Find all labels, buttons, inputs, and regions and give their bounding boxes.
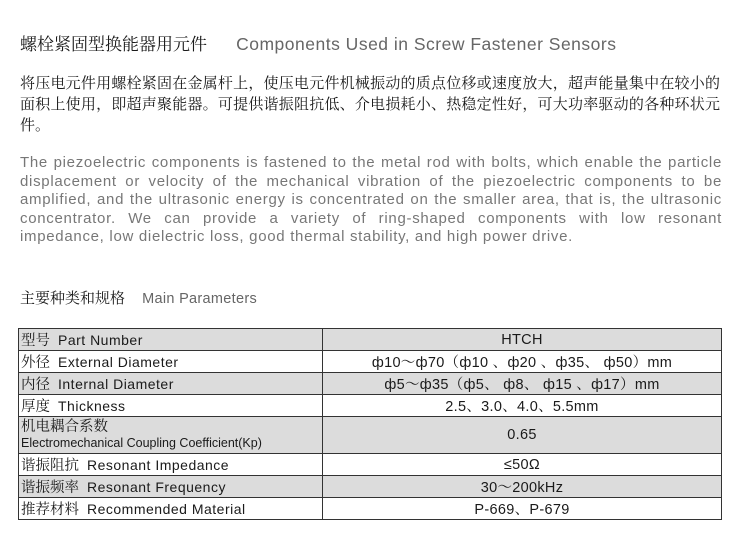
- page-title: [20, 30, 616, 55]
- row-value: 30～200kHz: [323, 476, 722, 498]
- title-english: Components Used in Screw Fastener Sensors: [236, 34, 617, 54]
- row-label: [19, 498, 323, 520]
- row-value: ф5～ф35（ф5、 ф8、 ф15 、ф17）mm: [323, 373, 722, 395]
- section-heading: [20, 287, 257, 308]
- label-chinese: 厚度: [21, 399, 50, 415]
- parameters-table: [18, 328, 722, 520]
- row-value: 0.65: [323, 417, 722, 454]
- row-label: [19, 329, 323, 351]
- label-english: Recommended Material: [87, 501, 246, 517]
- row-label: [19, 395, 323, 417]
- table-row: [19, 373, 722, 395]
- label-chinese: 谐振频率: [21, 480, 79, 496]
- title-chinese: 螺栓紧固型换能器用元件: [20, 35, 207, 55]
- label-english: Thickness: [58, 398, 126, 414]
- section-title-chinese: 主要种类和规格: [20, 289, 126, 307]
- table-row: [19, 417, 722, 454]
- row-value: ≤50Ω: [323, 454, 722, 476]
- row-label: [19, 417, 323, 454]
- label-english: Part Number: [58, 332, 143, 348]
- label-english: Internal Diameter: [58, 376, 174, 392]
- section-title-english: Main Parameters: [142, 291, 258, 307]
- label-english: Electromechanical Coupling Coefficient(Kp): [21, 436, 262, 450]
- label-chinese: 推荐材料: [21, 502, 79, 518]
- intro-paragraph-chinese: 将压电元件用螺栓紧固在金属杆上，使压电元件机械振动的质点位移或速度放大，超声能量集中在较小的面积上使用，即超声聚能器。可提供谐振阻抗低、介电损耗小、热稳定性好，可大功率驱动的各种环状元件。: [20, 74, 720, 134]
- table-row: [19, 329, 722, 351]
- label-english: Resonant Impedance: [87, 457, 230, 473]
- row-value: 2.5、3.0、4.0、5.5mm: [323, 395, 722, 417]
- row-value: ф10～ф70（ф10 、ф20 、ф35、 ф50）mm: [323, 351, 722, 373]
- table-row: [19, 351, 722, 373]
- row-value: HTCH: [323, 329, 722, 351]
- table-row: [19, 476, 722, 498]
- label-chinese: 型号: [21, 333, 50, 349]
- row-label: [19, 454, 323, 476]
- table-row: [19, 454, 722, 476]
- table-row: [19, 498, 722, 520]
- label-chinese: 外径: [21, 355, 50, 371]
- table-row: [19, 395, 722, 417]
- label-chinese: 内径: [21, 377, 50, 393]
- label-chinese: 谐振阻抗: [21, 458, 79, 474]
- row-label: [19, 351, 323, 373]
- label-english: Resonant Frequency: [87, 479, 226, 495]
- row-value: P-669、P-679: [323, 498, 722, 520]
- label-chinese: 机电耦合系数: [21, 419, 108, 435]
- row-label: [19, 476, 323, 498]
- row-label: [19, 373, 323, 395]
- intro-paragraph-english: The piezoelectric components is fastened to the metal rod with bolts, which enable the particle displacement or velocity of the mechanical vibration of the piezoelectric components to be amplified, and the ultrasonic energy is concentrated on the smaller area, that is, the ultrasonic concentrator. We can provide a variety of ring-shaped components with low resonant impedance, low dielectric loss, good thermal stability, and high power drive.: [20, 154, 722, 245]
- label-english: External Diameter: [58, 354, 179, 370]
